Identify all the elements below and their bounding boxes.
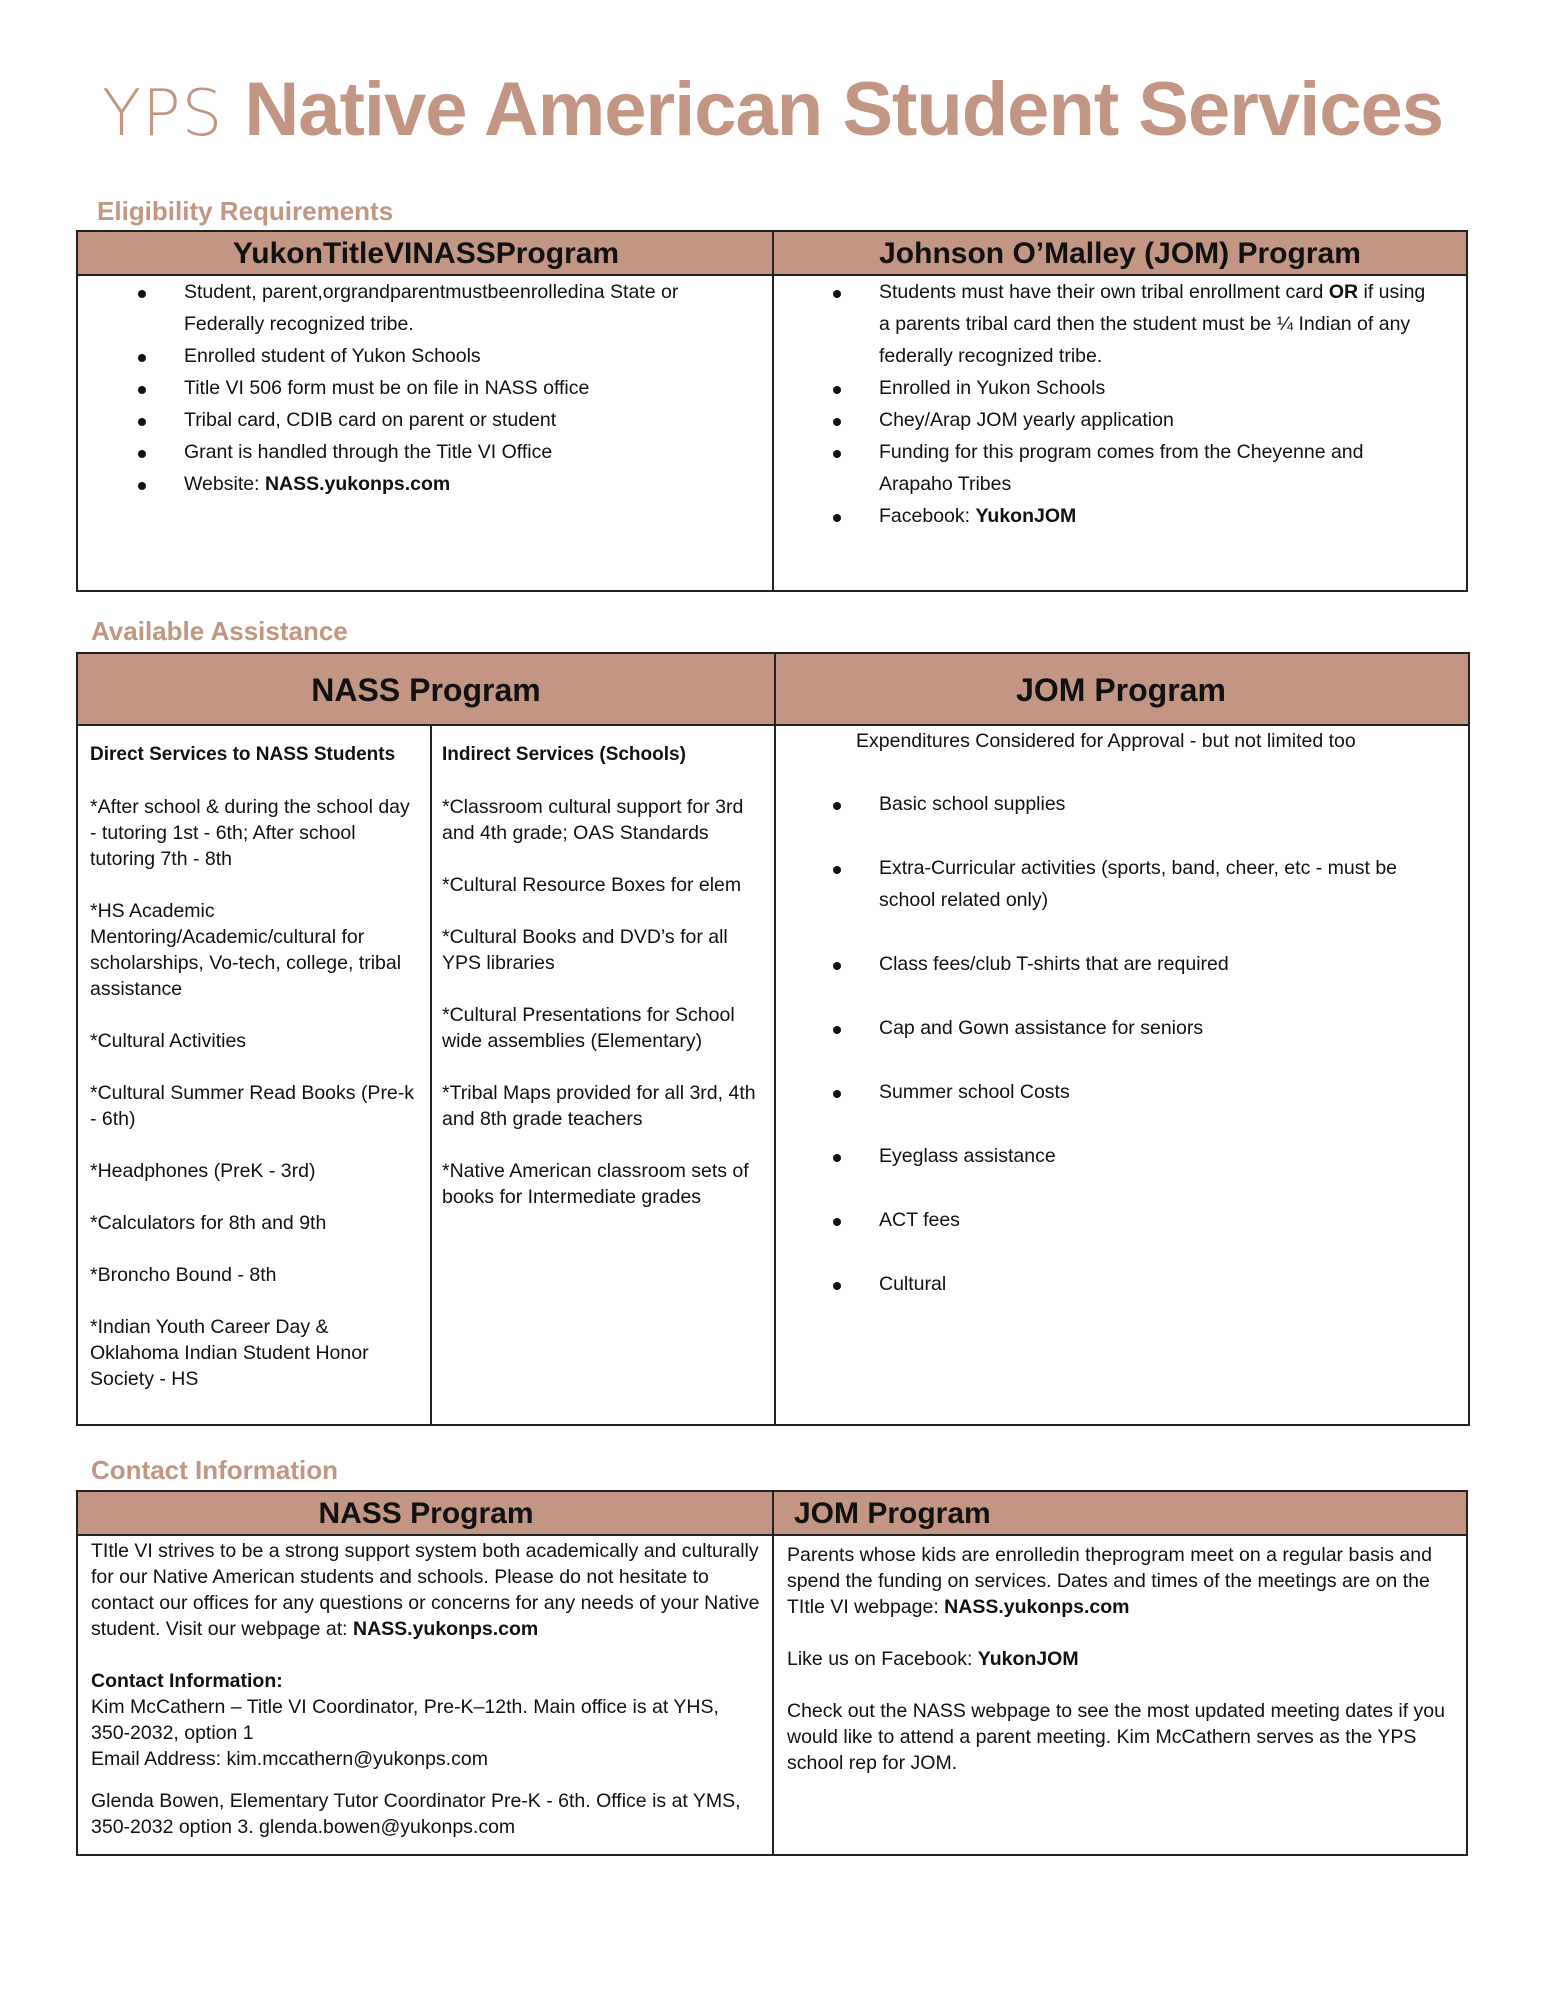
eligibility-nass-header: YukonTitleVINASSProgram	[78, 232, 774, 276]
list-item: *Indian Youth Career Day & Oklahoma Indian Student Honor Society - HS	[90, 1316, 369, 1390]
contact-table	[76, 1490, 1468, 1856]
list-item: Funding for this program comes from the Cheyenne and Arapaho Tribes	[833, 436, 1433, 500]
assistance-jom-header: JOM Program	[774, 654, 1468, 726]
assistance-table	[76, 652, 1470, 1426]
list-item: *Tribal Maps provided for all 3rd, 4th and 8th grade teachers	[442, 1082, 756, 1130]
glenda-contact: Glenda Bowen, Elementary Tutor Coordinator Pre-K - 6th. Office is at YMS, 350-2032 option 3. glenda.bowen@yukonps.com	[91, 1790, 741, 1838]
kim-contact: Kim McCathern – Title VI Coordinator, Pre-K–12th. Main office is at YHS, 350-2032, option 1	[91, 1696, 719, 1744]
list-item: Website: NASS.yukonps.com	[138, 468, 738, 500]
contact-jom-body	[787, 1542, 1457, 1776]
eligibility-heading: Eligibility Requirements	[97, 196, 394, 226]
page-title	[0, 62, 1545, 162]
column-divider	[772, 232, 774, 590]
eligibility-nass-list	[138, 276, 738, 500]
list-item: Tribal card, CDIB card on parent or student	[138, 404, 738, 436]
contact-nass-header: NASS Program	[78, 1492, 774, 1536]
contact-heading: Contact Information	[91, 1455, 338, 1485]
list-item: Cultural	[833, 1268, 1433, 1300]
website-link[interactable]: NASS.yukonps.com	[264, 473, 451, 495]
list-item: *Cultural Presentations for School wide assemblies (Elementary)	[442, 1004, 735, 1052]
contact-nass-body	[91, 1538, 761, 1840]
list-item: Facebook: YukonJOM	[833, 500, 1433, 532]
title-prefix: YPS	[101, 77, 224, 151]
list-item: Enrolled in Yukon Schools	[833, 372, 1433, 404]
list-item: *Classroom cultural support for 3rd and 4th grade; OAS Standards	[442, 796, 744, 844]
list-item: Basic school supplies	[833, 788, 1433, 820]
indirect-services	[442, 742, 767, 1236]
list-item: Summer school Costs	[833, 1076, 1433, 1108]
jom-webpage-link[interactable]: NASS.yukonps.com	[944, 1596, 1130, 1618]
list-item: Enrolled student of Yukon Schools	[138, 340, 738, 372]
nass-webpage-link[interactable]: NASS.yukonps.com	[352, 1618, 539, 1640]
contact-info-label: Contact Information:	[91, 1670, 283, 1692]
list-item: Students must have their own tribal enrollment card OR if using a parents tribal card then the student must be ¼ Indian of any federally recognized tribe.	[833, 276, 1433, 372]
list-item: *Cultural Activities	[90, 1030, 247, 1052]
list-item: *Cultural Summer Read Books (Pre-k - 6th)	[90, 1082, 415, 1130]
eligibility-jom-header: Johnson O’Malley (JOM) Program	[774, 232, 1466, 276]
title-main: Native American Student Services	[244, 67, 1444, 152]
list-item: *After school & during the school day - tutoring 1st - 6th; After school tutoring 7th - 8th	[90, 796, 410, 870]
list-item: *Headphones (PreK - 3rd)	[90, 1160, 316, 1182]
jom-intro: Expenditures Considered for Approval - but not limited too	[856, 730, 1356, 752]
assistance-nass-header: NASS Program	[78, 654, 774, 726]
jom-facebook-link[interactable]: YukonJOM	[977, 1648, 1079, 1670]
contact-jom-header: JOM Program	[774, 1492, 1466, 1536]
jom-intro-text: Parents whose kids are enrolledin theprogram meet on a regular basis and spend the funding on services. Dates and times of the meetings are on the TItle VI webpage: NASS.yukonps.com	[787, 1544, 1432, 1618]
list-item: *Cultural Resource Boxes for elem	[442, 874, 742, 896]
list-item: Student, parent,orgrandparentmustbeenrolledina State or Federally recognized tribe.	[138, 276, 738, 340]
list-item: *Broncho Bound - 8th	[90, 1264, 277, 1286]
list-item: *Cultural Books and DVD’s for all YPS libraries	[442, 926, 728, 974]
list-item: Class fees/club T-shirts that are required	[833, 948, 1433, 980]
jom-expenditures-list	[833, 788, 1433, 1332]
list-item: Title VI 506 form must be on file in NASS office	[138, 372, 738, 404]
direct-services	[90, 742, 420, 1418]
eligibility-jom-list	[833, 276, 1433, 532]
jom-meeting-note: Check out the NASS webpage to see the most updated meeting dates if you would like to attend a parent meeting. Kim McCathern serves as the YPS school rep for JOM.	[787, 1700, 1445, 1774]
list-item: *HS Academic Mentoring/Academic/cultural for scholarships, Vo-tech, college, tribal assistance	[90, 900, 402, 1000]
assistance-heading: Available Assistance	[91, 616, 348, 646]
list-item: Chey/Arap JOM yearly application	[833, 404, 1433, 436]
eligibility-table	[76, 230, 1468, 592]
list-item: *Native American classroom sets of books for Intermediate grades	[442, 1160, 749, 1208]
list-item: Grant is handled through the Title VI Office	[138, 436, 738, 468]
list-item: Extra-Curricular activities (sports, band, cheer, etc - must be school related only)	[833, 852, 1433, 916]
nass-intro: TItle VI strives to be a strong support system both academically and culturally for our Native American students and schools. Please do not hesitate to contact our offices for any questions or concerns for any needs of your Native student. Visit our webpage at: NASS.yukonps.com	[91, 1540, 760, 1640]
column-divider	[430, 726, 432, 1424]
direct-services-title: Direct Services to NASS Students	[90, 744, 396, 765]
list-item: ACT fees	[833, 1204, 1433, 1236]
list-item: Eyeglass assistance	[833, 1140, 1433, 1172]
facebook-link[interactable]: YukonJOM	[975, 505, 1077, 527]
jom-facebook: Like us on Facebook: YukonJOM	[787, 1648, 1079, 1670]
column-divider	[774, 654, 776, 1424]
indirect-services-title: Indirect Services (Schools)	[442, 744, 686, 765]
list-item: *Calculators for 8th and 9th	[90, 1212, 327, 1234]
list-item: Cap and Gown assistance for seniors	[833, 1012, 1433, 1044]
column-divider	[772, 1492, 774, 1854]
kim-email: Email Address: kim.mccathern@yukonps.com	[91, 1748, 488, 1770]
